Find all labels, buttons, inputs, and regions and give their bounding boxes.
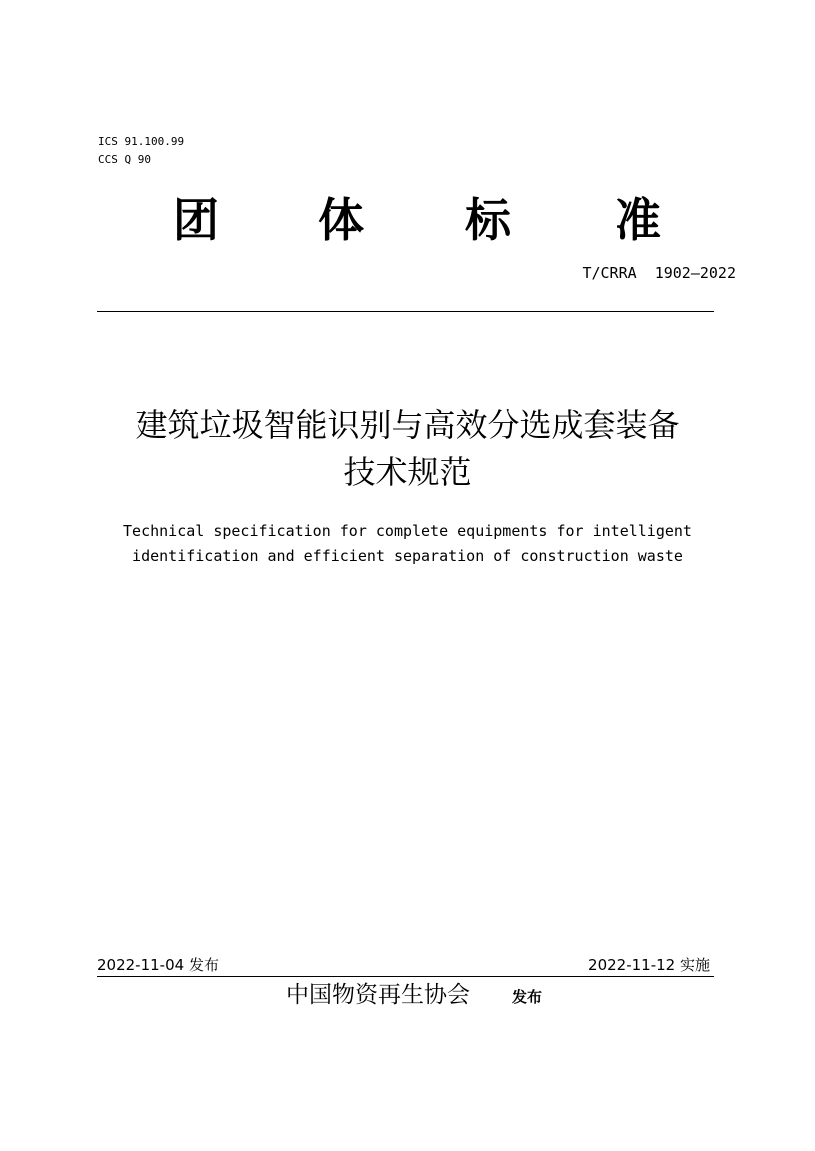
standard-number: T/CRRA 1902—2022 [582,264,736,282]
publish-label: 发布 [512,988,543,1006]
ccs-code: CCS Q 90 [98,153,151,166]
footer-divider [97,976,714,977]
english-title-line-1: Technical specification for complete equipments for intelligent [123,522,692,540]
chinese-title-line-2: 技术规范 [343,453,472,491]
english-title-line-2: identification and efficient separation of construction waste [132,547,683,565]
category-char-3: 标 [465,193,511,247]
category-char-4: 准 [615,193,661,247]
publisher-name: 中国物资再生协会 [286,982,470,1008]
implementation-date: 2022-11-12 实施 [588,956,710,974]
category-char-1: 团 [173,193,219,247]
chinese-title-line-1: 建筑垃圾智能识别与高效分选成套装备 [135,406,680,444]
issue-date: 2022-11-04 发布 [97,956,219,974]
header-divider [97,311,714,312]
ics-code: ICS 91.100.99 [98,135,185,148]
category-char-2: 体 [318,193,364,247]
